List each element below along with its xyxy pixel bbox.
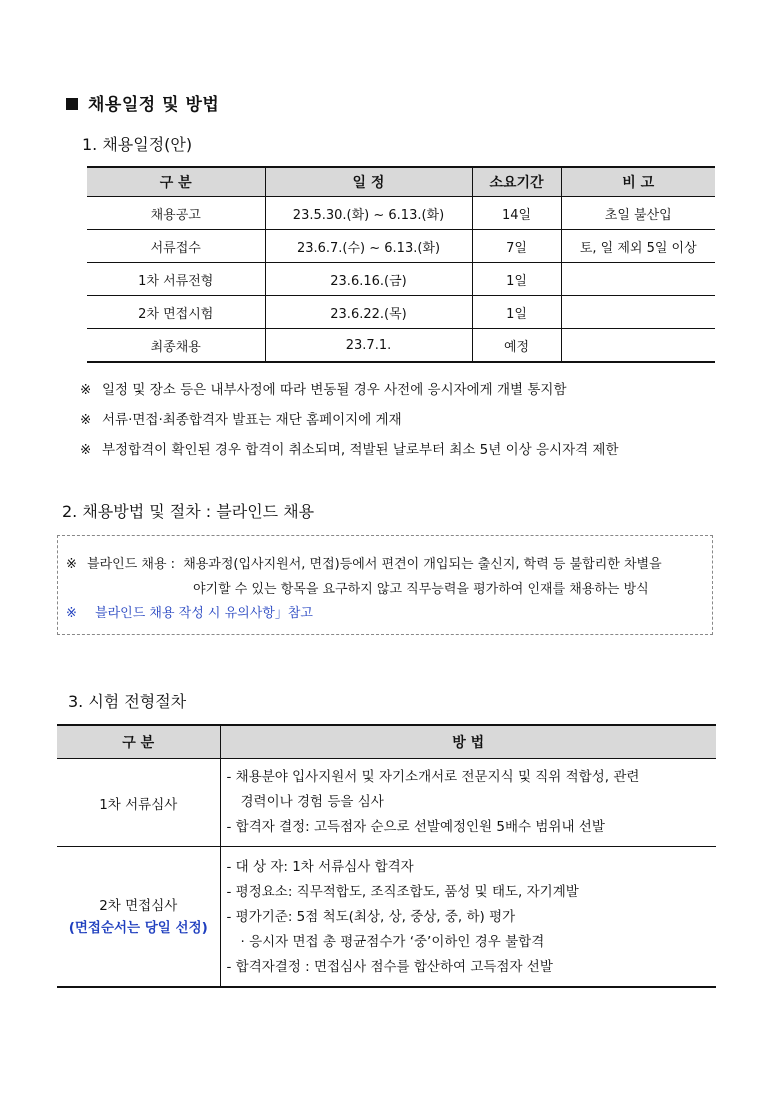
table-cell [561,296,715,329]
table-cell: 23.5.30.(화) ~ 6.13.(화) [265,197,472,230]
schedule-header-cell: 구 분 [87,167,265,197]
table-row [87,329,715,363]
blind-hiring-line1 [66,553,662,572]
main-heading-text: 채용일정 및 방법 [88,95,220,115]
note-marker: ※ [80,412,92,428]
table-row [87,230,715,263]
table-cell: 1일 [472,296,561,329]
stage-method [220,847,716,988]
table-row [87,296,715,329]
note-marker: ※ [80,442,92,458]
table-cell: 토, 일 제외 5일 이상 [561,230,715,263]
schedule-header-cell: 일 정 [265,167,472,197]
table-cell [561,263,715,296]
stage-note: (면접순서는 당일 선정) [68,919,208,936]
schedule-notes [80,375,619,465]
table-cell: 23.6.16.(금) [265,263,472,296]
table-cell: 초일 불산입 [561,197,715,230]
section1-title: 1. 채용일정(안) [82,135,193,154]
table-cell: 1일 [472,263,561,296]
note-marker: ※ [80,382,92,398]
table-row [87,197,715,230]
box-reference-text: 블라인드 채용 작성 시 유의사항」참고 [95,606,313,621]
note-text: 부정합격이 확인된 경우 합격이 취소되며, 적발된 날로부터 최소 5년 이상 응시자격 제한 [102,442,619,458]
section2-title: 2. 채용방법 및 절차 : 블라인드 채용 [62,502,315,521]
box-marker: ※ [66,557,77,572]
stage-name-cell [57,847,220,988]
method-line: - 채용분야 입사지원서 및 자기소개서로 전문지식 및 직위 적합성, 관련 [226,769,640,785]
table-row [57,759,716,847]
blind-hiring-box [57,535,713,635]
schedule-header-row [87,167,715,197]
process-header-cell: 방 법 [220,725,716,759]
method-line: 경력이나 경험 등을 심사 [240,794,384,810]
table-cell [561,329,715,363]
box-marker: ※ [66,606,77,621]
process-header-row [57,725,716,759]
stage-name: 2차 면접심사 [99,897,178,914]
blind-hiring-line3 [66,602,313,621]
section3-title: 3. 시험 전형절차 [68,692,187,711]
table-row [87,263,715,296]
schedule-header-cell: 소요기간 [472,167,561,197]
table-cell: 7일 [472,230,561,263]
stage-name: 1차 서류심사 [57,759,220,847]
square-bullet-icon [66,98,78,110]
table-cell: 서류접수 [87,230,265,263]
box-text: 채용과정(입사지원서, 면접)등에서 편견이 개입되는 출신지, 학력 등 불합리한 차별을 [183,557,662,572]
table-cell: 최종채용 [87,329,265,363]
blind-hiring-line2: 야기할 수 있는 항목을 요구하지 않고 직무능력을 평가하여 인재를 채용하는 방식 [193,582,649,597]
process-header-cell: 구 분 [57,725,220,759]
note-item [80,435,619,465]
table-cell: 1차 서류전형 [87,263,265,296]
stage-method [220,759,716,847]
schedule-table [87,166,715,363]
method-line: - 평정요소: 직무적합도, 조직조합도, 품성 및 태도, 자기계발 [226,884,579,900]
note-item [80,375,619,405]
method-line: - 대 상 자: 1차 서류심사 합격자 [226,859,414,875]
table-cell: 2차 면접시험 [87,296,265,329]
note-item [80,405,619,435]
schedule-header-cell: 비 고 [561,167,715,197]
box-label: 블라인드 채용 : [87,557,176,572]
method-line: - 평가기준: 5점 척도(최상, 상, 중상, 중, 하) 평가 [226,909,516,925]
note-text: 일정 및 장소 등은 내부사정에 따라 변동될 경우 사전에 응시자에게 개별 통지함 [102,382,567,398]
table-cell: 23.7.1. [265,329,472,363]
table-cell: 23.6.22.(목) [265,296,472,329]
method-line: · 응시자 면접 총 평균점수가 ‘중’이하인 경우 불합격 [240,934,545,950]
method-line: - 합격자 결정: 고득점자 순으로 선발예정인원 5배수 범위내 선발 [226,819,605,835]
table-cell: 23.6.7.(수) ~ 6.13.(화) [265,230,472,263]
process-table [57,724,716,988]
table-cell: 예정 [472,329,561,363]
table-cell: 14일 [472,197,561,230]
note-text: 서류·면접·최종합격자 발표는 재단 홈페이지에 게재 [102,412,402,428]
table-row [57,847,716,988]
table-cell: 채용공고 [87,197,265,230]
method-line: - 합격자결정 : 면접심사 점수를 합산하여 고득점자 선발 [226,959,553,975]
main-heading [66,90,219,115]
